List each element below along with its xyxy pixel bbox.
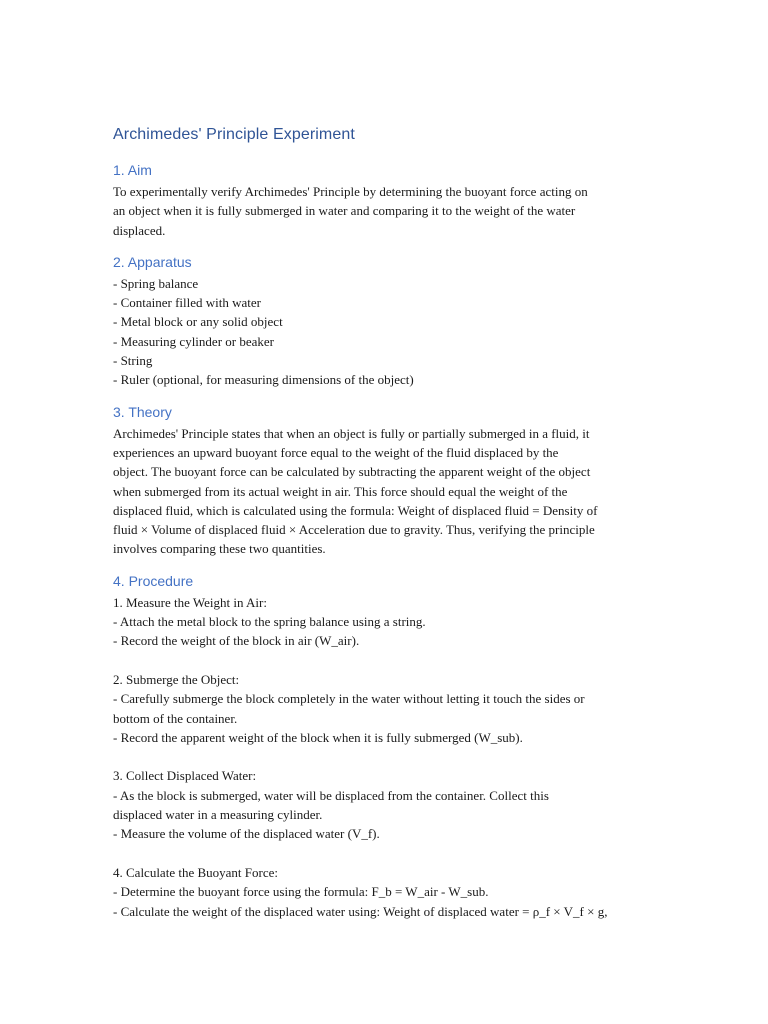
document-body — [113, 124, 658, 933]
apparatus-item: - Measuring cylinder or beaker — [113, 333, 274, 349]
theory-line: fluid × Volume of displaced fluid × Acceleration due to gravity. Thus, verifying the principle — [113, 522, 595, 538]
procedure-line: displaced water in a measuring cylinder. — [113, 807, 323, 823]
aim-line: displaced. — [113, 222, 166, 238]
apparatus-section — [113, 252, 658, 390]
procedure-line: - Determine the buoyant force using the formula: F_b = W_air - W_sub. — [113, 884, 489, 900]
apparatus-item: - Spring balance — [113, 275, 199, 291]
procedure-step-title: 3. Collect Displaced Water: — [113, 768, 257, 784]
procedure-step — [113, 863, 658, 921]
procedure-line: - Attach the metal block to the spring balance using a string. — [113, 614, 426, 630]
procedure-line: - Carefully submerge the block completely in the water without letting it touch the sides or — [113, 691, 585, 707]
blank-line — [113, 747, 658, 766]
procedure-step-title: 2. Submerge the Object: — [113, 671, 240, 687]
procedure-step — [113, 593, 658, 651]
apparatus-item: - Metal block or any solid object — [113, 314, 283, 330]
procedure-line: - Record the weight of the block in air (W_air). — [113, 633, 360, 649]
theory-section — [113, 402, 658, 559]
theory-line: experiences an upward buoyant force equal to the weight of the fluid displaced by the — [113, 444, 559, 460]
aim-line: To experimentally verify Archimedes' Principle by determining the buoyant force acting on — [113, 184, 588, 199]
procedure-line: bottom of the container. — [113, 710, 238, 726]
apparatus-heading: 2. Apparatus — [113, 253, 192, 270]
procedure-step-title: 4. Calculate the Buoyant Force: — [113, 864, 278, 880]
apparatus-list — [113, 274, 658, 390]
procedure-heading: 4. Procedure — [113, 572, 194, 589]
blank-line — [113, 651, 658, 670]
blank-line — [113, 844, 658, 863]
apparatus-item: - Ruler (optional, for measuring dimensions of the object) — [113, 372, 414, 388]
theory-line: when submerged from its actual weight in air. This force should equal the weight of the — [113, 483, 568, 499]
aim-section — [113, 160, 658, 240]
aim-heading: 1. Aim — [113, 162, 152, 178]
procedure-line: - As the block is submerged, water will be displaced from the container. Collect this — [113, 787, 549, 803]
procedure-step — [113, 766, 658, 843]
apparatus-item: - Container filled with water — [113, 295, 262, 311]
procedure-line: - Measure the volume of the displaced water (V_f). — [113, 826, 380, 842]
theory-line: object. The buoyant force can be calculated by subtracting the apparent weight of the object — [113, 464, 591, 480]
theory-heading: 3. Theory — [113, 403, 172, 420]
theory-line: involves comparing these two quantities. — [113, 541, 326, 557]
aim-paragraph — [113, 182, 658, 240]
apparatus-item: - String — [113, 353, 153, 369]
procedure-step-title: 1. Measure the Weight in Air: — [113, 594, 267, 610]
procedure-section — [113, 571, 658, 921]
theory-paragraph — [113, 424, 658, 559]
procedure-step — [113, 670, 658, 747]
aim-line: an object when it is fully submerged in water and comparing it to the weight of the water — [113, 203, 576, 219]
document-title: Archimedes' Principle Experiment — [113, 126, 355, 143]
theory-line: Archimedes' Principle states that when an object is fully or partially submerged in a fluid, it — [113, 425, 590, 441]
theory-line: displaced fluid, which is calculated using the formula: Weight of displaced fluid = Density of — [113, 502, 598, 518]
procedure-line: - Record the apparent weight of the block when it is fully submerged (W_sub). — [113, 729, 523, 745]
procedure-line: - Calculate the weight of the displaced water using: Weight of displaced water = ρ_f × V_f × g, — [113, 903, 608, 919]
